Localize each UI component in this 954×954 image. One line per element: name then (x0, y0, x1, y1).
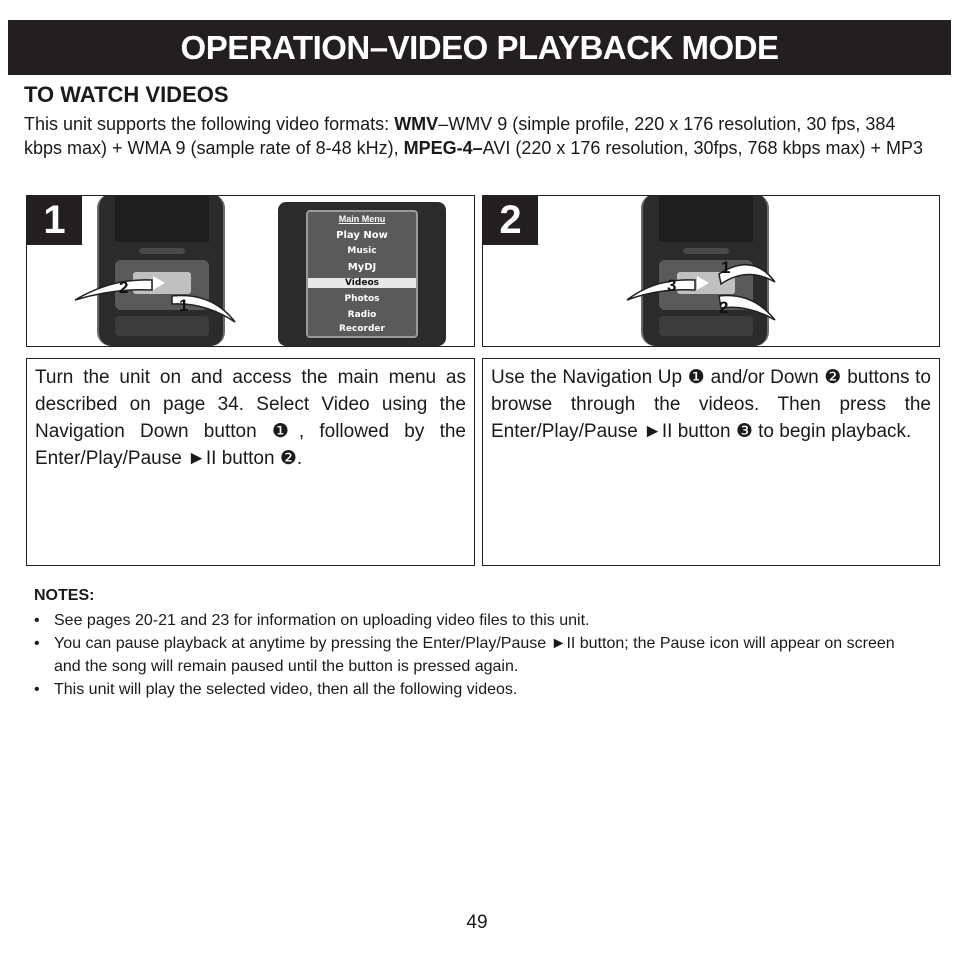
intro-text-3: AVI (220 x 176 resolution, 30fps, 768 kbps max) + MP3 (482, 137, 924, 158)
mpeg-label: MPEG-4– (403, 137, 483, 158)
arrow-3-icon (627, 280, 695, 300)
page-number: 49 (466, 912, 488, 933)
menu-item-radio: Radio (347, 310, 377, 320)
step-2-callout-1: 1 (721, 258, 731, 277)
main-menu-device (278, 202, 446, 346)
main-menu-screen (306, 210, 418, 338)
wmv-label: WMV (394, 114, 439, 134)
notes-list (34, 609, 924, 701)
intro-paragraph (24, 113, 924, 160)
step-1-text: Turn the unit on and access the main menu as described on page 34. Select Video using the Navigation Down button ❶, followed by the Enter/Play/Pause ►II button ❷. (35, 367, 466, 469)
note-item: • This unit will play the selected video, then all the following videos. (34, 678, 924, 701)
step-2-arrows (483, 196, 940, 347)
intro-text-1: This unit supports the following video formats: (24, 114, 395, 134)
note-item: • You can pause playback at anytime by pressing the Enter/Play/Pause ►II button; the Pause icon will appear on screen and the song will remain paused until the button is pressed again. (34, 632, 924, 678)
step-1-callout-2: 2 (119, 278, 129, 297)
note-item: • See pages 20-21 and 23 for information on uploading video files to this unit. (34, 609, 924, 632)
step-1-callout-1: 1 (179, 296, 189, 315)
step-2-callout-3: 3 (667, 276, 677, 295)
step-2-text: Use the Navigation Up ❶ and/or Down ❷ buttons to browse through the videos. Then press the Enter/Play/Pause ►II button ❸ to begin playback. (491, 367, 931, 442)
page-title: OPERATION–VIDEO PLAYBACK MODE (180, 29, 779, 66)
section-heading: TO WATCH VIDEOS (24, 82, 229, 107)
menu-item-mydj: MyDJ (347, 262, 377, 273)
header-banner (8, 20, 951, 75)
menu-item-photos: Photos (344, 294, 380, 304)
main-menu-title: Main Menu (338, 214, 386, 224)
step-1-illustration (26, 195, 475, 347)
intro-text-2: –WMV 9 (simple profile, 220 x 176 resolution, 30 fps, 384 kbps max) + WMA 9 (sample rate of 8-48 kHz), (24, 114, 896, 158)
step-1-description (26, 358, 475, 566)
menu-item-music: Music (347, 246, 377, 256)
step-2-number: 2 (483, 196, 538, 245)
menu-item-recorder: Recorder (339, 324, 385, 334)
step-1-number: 1 (27, 196, 82, 245)
menu-item-play-now: Play Now (336, 230, 388, 241)
step-2-callout-2: 2 (719, 298, 729, 317)
menu-item-videos: Videos (308, 278, 416, 288)
step-2-illustration (482, 195, 940, 347)
arrow-2-icon (75, 280, 152, 300)
notes-title: NOTES: (34, 587, 95, 604)
step-2-description (482, 358, 940, 566)
